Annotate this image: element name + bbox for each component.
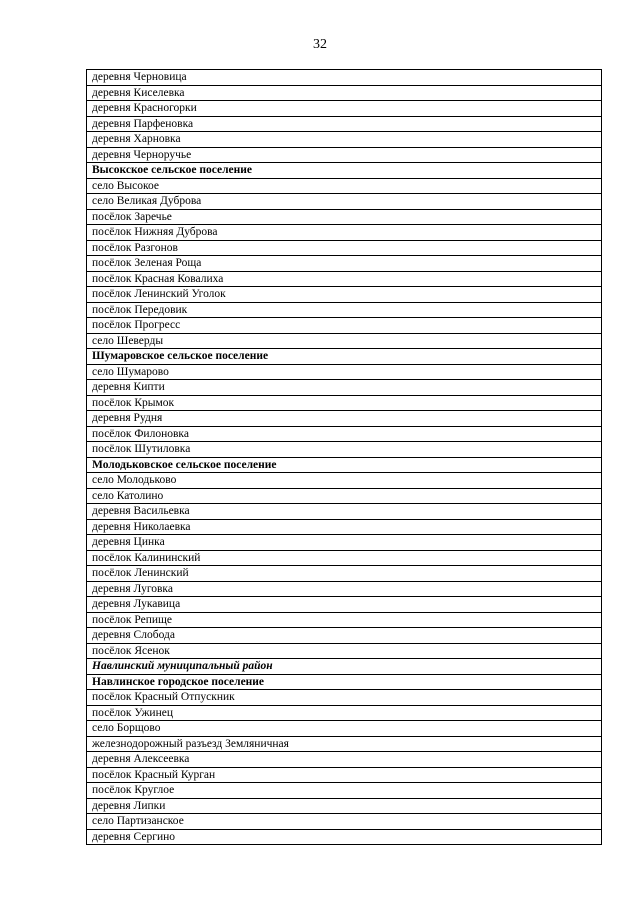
table-row: деревня Рудня [87,411,601,427]
table-row: посёлок Репище [87,613,601,629]
table-row: деревня Николаевка [87,520,601,536]
table-section-header: Навлинское городское поселение [87,675,601,691]
table-row: деревня Черноручье [87,148,601,164]
table-row: посёлок Круглое [87,783,601,799]
table-row: посёлок Заречье [87,210,601,226]
table-row: деревня Лукавица [87,597,601,613]
table-row: деревня Харновка [87,132,601,148]
table-row: посёлок Красный Отпускник [87,690,601,706]
table-row: деревня Кипти [87,380,601,396]
table-row: посёлок Филоновка [87,427,601,443]
table-row: деревня Цинка [87,535,601,551]
table-row: деревня Сергино [87,830,601,846]
table-row: деревня Васильевка [87,504,601,520]
table-section-header: Молодьковское сельское поселение [87,458,601,474]
table-row: посёлок Красный Курган [87,768,601,784]
table-row: железнодорожный разъезд Земляничная [87,737,601,753]
table-row: посёлок Крымок [87,396,601,412]
table-row: село Великая Дуброва [87,194,601,210]
table-row: деревня Киселевка [87,86,601,102]
table-row: деревня Парфеновка [87,117,601,133]
table-row: посёлок Передовик [87,303,601,319]
table-row: посёлок Ленинский [87,566,601,582]
table-row: село Шеверды [87,334,601,350]
table-row: село Борщово [87,721,601,737]
table-row: село Высокое [87,179,601,195]
table-row: посёлок Зеленая Роща [87,256,601,272]
table-section-header: Шумаровское сельское поселение [87,349,601,365]
table-row: деревня Черновица [87,70,601,86]
table-row: посёлок Красная Ковалиха [87,272,601,288]
table-row: деревня Алексеевка [87,752,601,768]
table-row: посёлок Прогресс [87,318,601,334]
table-row: село Партизанское [87,814,601,830]
table-row: посёлок Ужинец [87,706,601,722]
table-row: посёлок Шутиловка [87,442,601,458]
table-row: деревня Красногорки [87,101,601,117]
table-row: деревня Луговка [87,582,601,598]
table-row: село Шумарово [87,365,601,381]
table-row: деревня Липки [87,799,601,815]
table-row: посёлок Ленинский Уголок [87,287,601,303]
table-row: посёлок Разгонов [87,241,601,257]
settlements-table [86,69,602,845]
table-row: посёлок Калининский [87,551,601,567]
table-row: деревня Слобода [87,628,601,644]
page-number: 32 [313,37,327,52]
table-section-header: Высокское сельское поселение [87,163,601,179]
table-section-header: Навлинский муниципальный район [87,659,601,675]
table-row: посёлок Ясенок [87,644,601,660]
table-row: посёлок Нижняя Дуброва [87,225,601,241]
table-row: село Католино [87,489,601,505]
table-row: село Молодьково [87,473,601,489]
